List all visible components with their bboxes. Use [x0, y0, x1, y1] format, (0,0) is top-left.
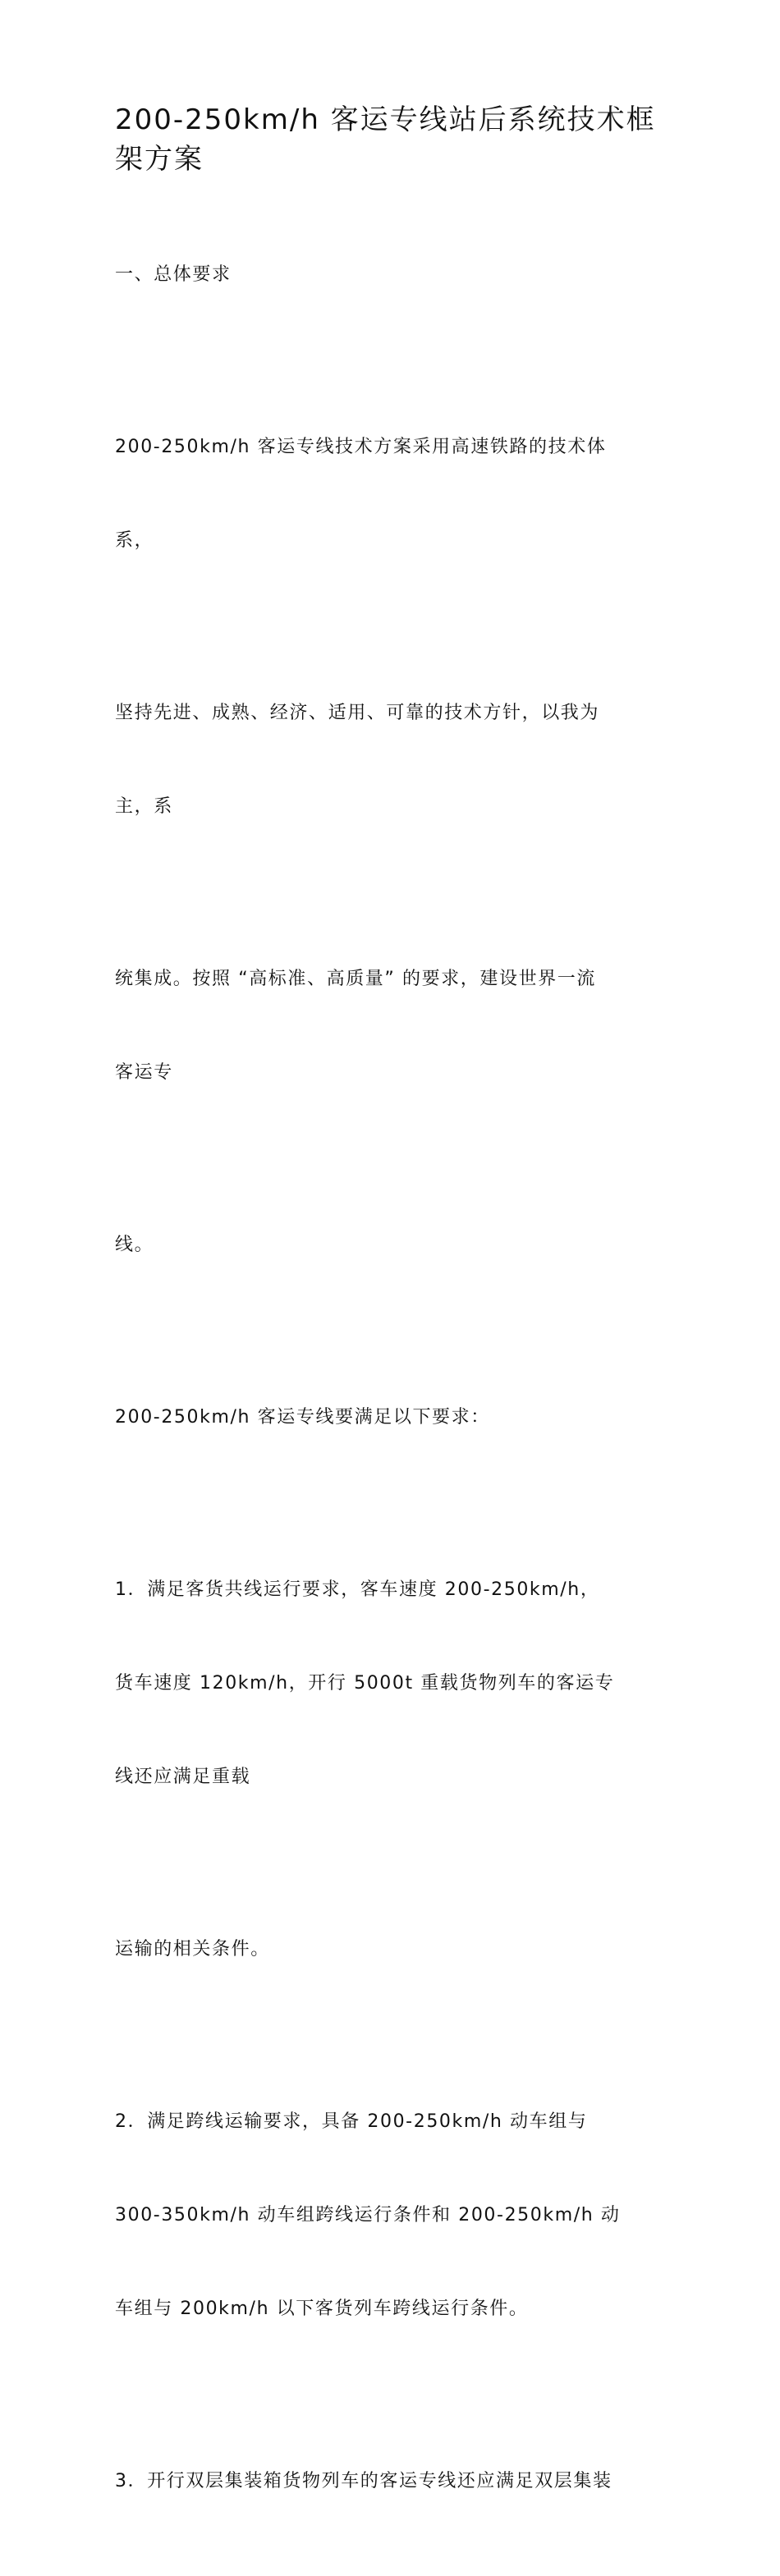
paragraph-line: 1．满足客货共线运行要求，客车速度 200-250km/h，: [115, 1579, 600, 1600]
document-title: [115, 100, 667, 179]
paragraph-line: 300-350km/h 动车组跨线运行条件和 200-250km/h 动: [115, 2205, 621, 2225]
paragraph: [115, 901, 667, 1151]
paragraph-line: 货车速度 120km/h，开行 5000t 重载货物列车的客运专: [115, 1673, 615, 1694]
paragraph-line: 系，: [115, 530, 154, 551]
paragraph-line: 200-250km/h 客运专线要满足以下要求：: [115, 1407, 490, 1428]
paragraph: [115, 1340, 667, 1496]
paragraph: [115, 635, 667, 885]
paragraph-line: 车组与 200km/h 以下客货列车跨线运行条件。: [115, 2299, 529, 2319]
paragraph-line: 3．开行双层集装箱货物列车的客运专线还应满足双层集装: [115, 2471, 613, 2491]
paragraph: [115, 1872, 667, 2028]
paragraph-line: 2．满足跨线运输要求，具备 200-250km/h 动车组与: [115, 2111, 588, 2132]
paragraph-line: 客运专: [115, 1062, 173, 1083]
paragraph-line: 一、总体要求: [115, 264, 232, 285]
paragraph-line: 200-250km/h 客运专线技术方案采用高速铁路的技术体: [115, 437, 607, 457]
title-line: 架方案: [115, 143, 204, 176]
paragraph-list-item-3: [115, 2404, 667, 2560]
paragraph-line: 坚持先进、成熟、经济、适用、可靠的技术方针，以我为: [115, 703, 600, 723]
paragraph-list-item-1: [115, 1512, 667, 1855]
paragraph-section-heading: [115, 197, 667, 353]
paragraph-line: 线还应满足重载: [115, 1767, 251, 1787]
paragraph: [115, 1167, 667, 1323]
paragraph-line: 运输的相关条件。: [115, 1939, 270, 1960]
title-line: 200-250km/h 客运专线站后系统技术框: [115, 103, 656, 136]
paragraph: [115, 369, 667, 619]
paragraph-line: 主，系: [115, 796, 173, 817]
paragraph-line: 统集成。按照 “高标准、高质量” 的要求，建设世界一流: [115, 969, 596, 989]
paragraph-list-item-2: [115, 2044, 667, 2387]
document-body: [115, 100, 667, 2576]
paragraph-line: 线。: [115, 1235, 154, 1255]
